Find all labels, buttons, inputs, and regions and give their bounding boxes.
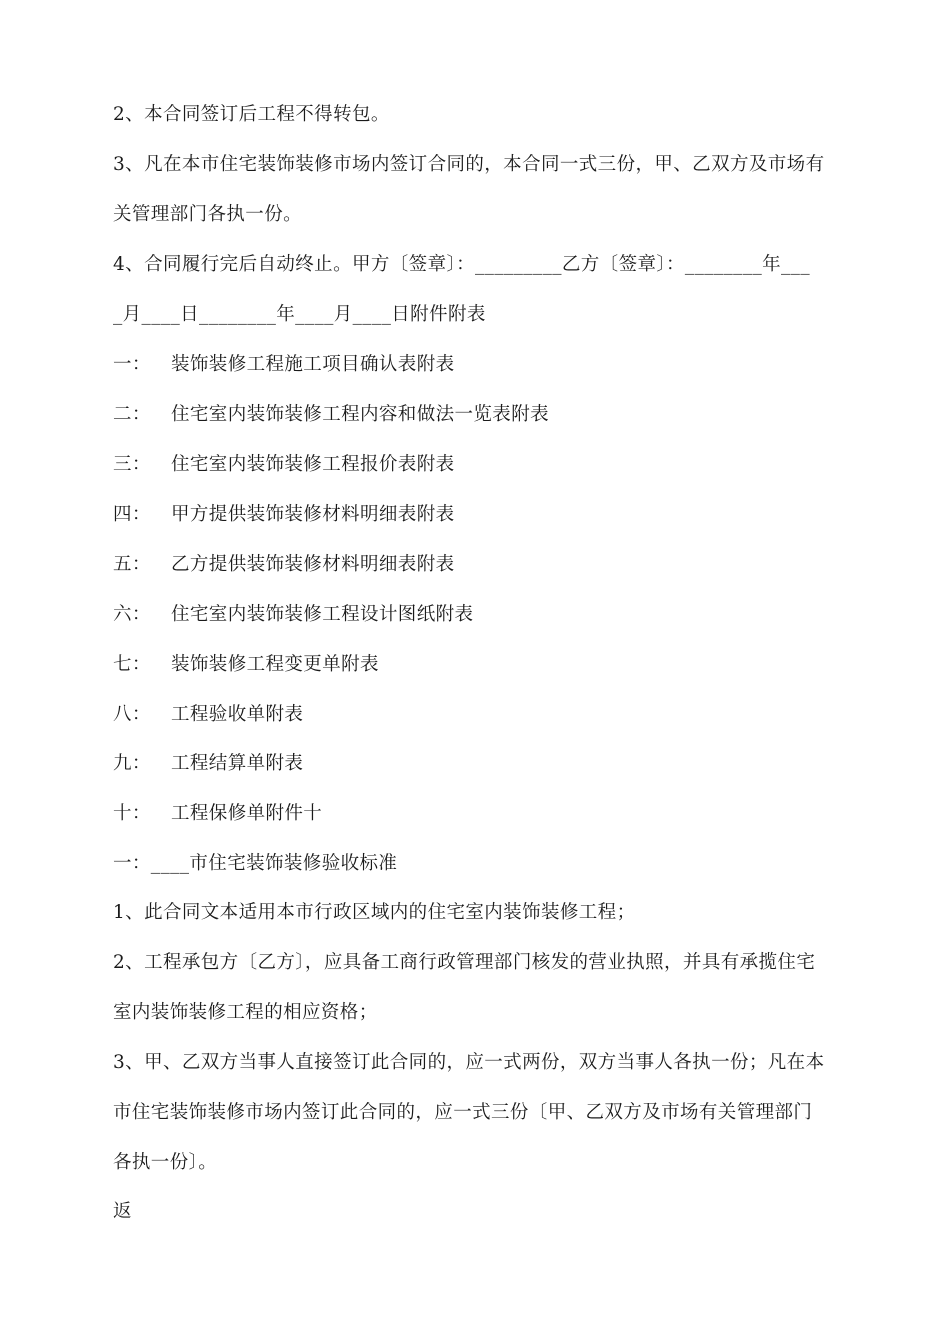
annex-item-1 [113, 352, 455, 378]
annex-item-2 [113, 402, 549, 428]
annex-title: 乙方提供装饰装修材料明细表附表 [171, 554, 455, 575]
clause-4-termination-signature-line-1: 4、合同履行完后自动终止。甲方〔签章〕：_________乙方〔签章〕：________年___ [113, 254, 810, 275]
annex-title: 住宅室内装饰装修工程报价表附表 [171, 454, 455, 475]
acceptance-standard-heading: 一：____市住宅装饰装修验收标准 [113, 853, 398, 874]
trailing-text: 返 [113, 1201, 132, 1222]
annex-title: 装饰装修工程变更单附表 [171, 654, 379, 675]
clause-3-copies-line-1: 3、凡在本市住宅装饰装修市场内签订合同的，本合同一式三份，甲、乙双方及市场有 [113, 154, 825, 175]
annex-item-4 [113, 502, 455, 528]
annex-title: 工程保修单附件十 [171, 803, 323, 824]
annex-number: 四： [113, 504, 151, 525]
note-1-scope: 1、此合同文本适用本市行政区域内的住宅室内装饰装修工程； [113, 902, 636, 923]
note-3-copies-line-3: 各执一份〕。 [113, 1152, 218, 1173]
annex-number: 九： [113, 753, 151, 774]
note-3-copies-line-1: 3、甲、乙双方当事人直接签订此合同的，应一式两份，双方当事人各执一份；凡在本 [113, 1052, 825, 1073]
annex-number: 七： [113, 654, 151, 675]
annex-title: 甲方提供装饰装修材料明细表附表 [171, 504, 455, 525]
annex-title: 装饰装修工程施工项目确认表附表 [171, 354, 455, 375]
annex-item-8 [113, 702, 303, 728]
clause-3-copies-line-2: 关管理部门各执一份。 [113, 204, 303, 225]
annex-title: 住宅室内装饰装修工程内容和做法一览表附表 [171, 404, 550, 425]
annex-number: 六： [113, 604, 151, 625]
note-2-contractor-qualification-line-2: 室内装饰装修工程的相应资格； [113, 1002, 378, 1023]
note-2-contractor-qualification-line-1: 2、工程承包方〔乙方〕，应具备工商行政管理部门核发的营业执照，并具有承揽住宅 [113, 952, 816, 973]
annex-number: 三： [113, 454, 151, 475]
annex-title: 工程验收单附表 [171, 704, 304, 725]
annex-number: 五： [113, 554, 151, 575]
clause-2-no-subcontract: 2、本合同签订后工程不得转包。 [113, 104, 390, 125]
annex-item-5 [113, 552, 455, 578]
clause-4-termination-signature-line-2: _月____日________年____月____日附件附表 [113, 304, 486, 325]
annex-title: 住宅室内装饰装修工程设计图纸附表 [171, 604, 474, 625]
annex-item-10 [113, 801, 322, 827]
annex-item-3 [113, 452, 455, 478]
annex-number: 八： [113, 704, 151, 725]
annex-title: 工程结算单附表 [171, 753, 304, 774]
note-3-copies-line-2: 市住宅装饰装修市场内签订此合同的，应一式三份〔甲、乙双方及市场有关管理部门 [113, 1102, 813, 1123]
annex-number: 二： [113, 404, 151, 425]
annex-item-6 [113, 602, 473, 628]
annex-number: 十： [113, 803, 151, 824]
annex-number: 一： [113, 354, 151, 375]
annex-item-7 [113, 652, 379, 678]
annex-item-9 [113, 751, 303, 777]
